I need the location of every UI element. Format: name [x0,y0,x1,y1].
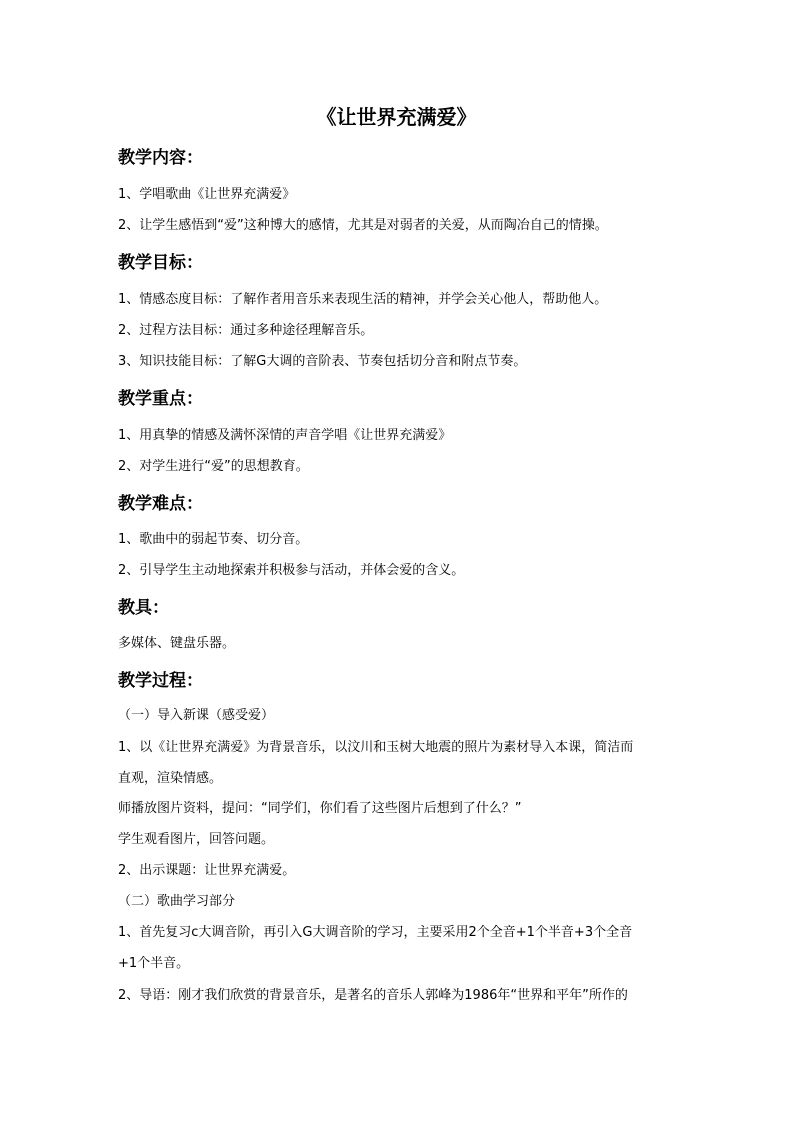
paragraph-line: 2、过程方法目标：通过多种途径理解音乐。 [118,323,374,338]
paragraph-line: （二）歌曲学习部分 [118,894,236,909]
paragraph-line: 多媒体、键盘乐器。 [118,636,236,651]
paragraph-line: 直观，渲染情感。 [118,771,223,786]
paragraph-line: 1、学唱歌曲《让世界充满爱》 [118,187,296,202]
paragraph-line: 1、歌曲中的弱起节奏、切分音。 [118,532,309,547]
section-heading-difficulties: 教学难点： [118,494,203,514]
section-heading-process: 教学过程： [118,671,203,691]
paragraph-line: 2、让学生感悟到“爱”这种博大的感情，尤其是对弱者的关爱，从而陶冶自己的情操。 [118,218,608,233]
document-title: 《让世界充满爱》 [316,105,477,129]
paragraph-line: 2、导语：刚才我们欣赏的背景音乐，是著名的音乐人郭峰为1986年“世界和平年”所作的 [118,988,628,1003]
section-heading-key-points: 教学重点： [118,389,203,409]
paragraph-line: 3、知识技能目标：了解G大调的音阶表、节奏包括切分音和附点节奏。 [118,354,527,369]
section-heading-objectives: 教学目标： [118,253,203,273]
paragraph-line: 2、引导学生主动地探索并积极参与活动，并体会爱的含义。 [118,563,465,578]
paragraph-line: 2、对学生进行“爱”的思想教育。 [118,459,309,474]
paragraph-line: 1、首先复习c大调音阶，再引入G大调音阶的学习，主要采用2个全音+1个半音+3个全音 [118,925,633,940]
paragraph-line: 2、出示课题：让世界充满爱。 [118,863,296,878]
paragraph-line: 1、以《让世界充满爱》为背景音乐，以汶川和玉树大地震的照片为素材导入本课，简洁而 [118,740,634,755]
paragraph-line: +1个半音。 [118,956,190,971]
paragraph-line: 1、情感态度目标：了解作者用音乐来表现生活的精神，并学会关心他人，帮助他人。 [118,292,608,307]
paragraph-line: （一）导入新课（感受爱） [118,708,275,723]
paragraph-line: 1、用真挚的情感及满怀深情的声音学唱《让世界充满爱》 [118,428,452,443]
section-heading-content: 教学内容： [118,148,203,168]
section-heading-teaching-aids: 教具： [118,598,169,618]
paragraph-line: 学生观看图片，回答问题。 [118,832,275,847]
paragraph-line: 师播放图片资料，提问：“同学们，你们看了这些图片后想到了什么？” [118,801,522,816]
